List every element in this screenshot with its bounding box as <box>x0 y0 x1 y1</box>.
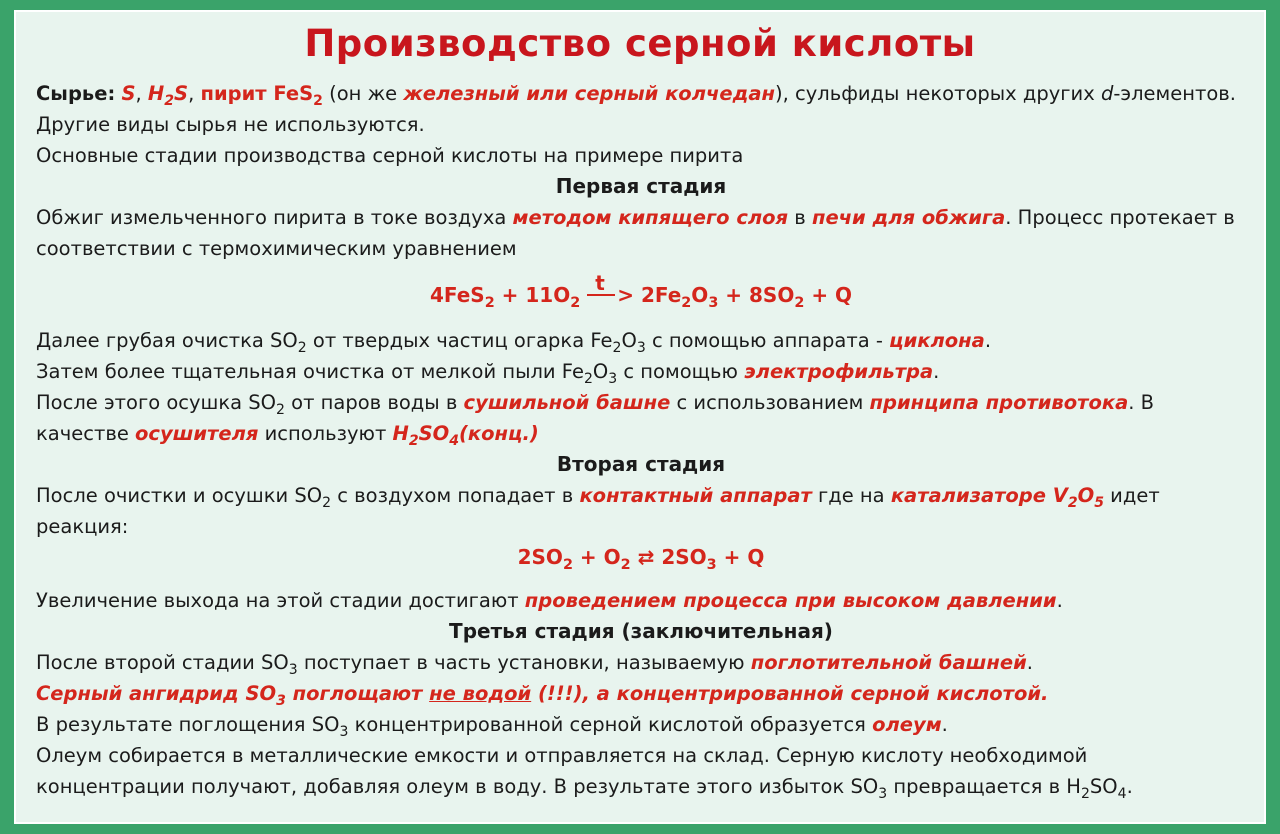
content <box>36 78 1246 802</box>
stage3-p3: В результате поглощения $SO_3$ концентрированной серной кислотой образуется олеум. <box>36 713 948 740</box>
stage1-p1: Обжиг измельченного пирита в токе воздуха методом кипящего слоя в печи для обжига. Процесс протекает в <box>36 206 1235 229</box>
stage2-p2: реакция: <box>36 515 129 538</box>
info-card <box>14 10 1266 824</box>
raw-aka: железный или серный колчедан <box>403 82 775 105</box>
stage1-p4: Затем более тщательная очистка от мелкой пыли $Fe_2O_3$ с помощью электрофильтра. <box>36 360 940 387</box>
raw-h2s: $H_2S$ <box>147 82 189 109</box>
raw-materials-line: Сырье: S, $H_2S$, пирит FeS$_2$ (он же железный или серный колчедан), сульфиды некоторых других d-элементов. <box>36 82 1236 109</box>
raw-label: Сырье: <box>36 82 116 105</box>
stage3-p4: Олеум собирается в металлические емкости и отправляется на склад. Серную кислоту необходимой <box>36 744 1088 767</box>
heat-arrow-icon: t <box>587 288 617 302</box>
stage2-p1: После очистки и осушки $SO_2$ с воздухом попадает в контактный аппарат где на катализаторе $V_2O_5$ идет <box>36 484 1160 511</box>
stage3-p2: Серный ангидрид $SO_3$ поглощают не водой (!!!), а концентрированной серной кислотой. <box>36 682 1049 709</box>
line-other: Другие виды сырья не используются. <box>36 113 425 136</box>
stage1-p2: соответствии с термохимическим уравнением <box>36 237 517 260</box>
line-main: Основные стадии производства серной кислоты на примере пирита <box>36 144 744 167</box>
stage1-p3: Далее грубая очистка $SO_2$ от твердых частиц огарка $Fe_2O_3$ с помощью аппарата - циклона. <box>36 329 992 356</box>
stage1-heading: Первая стадия <box>555 174 727 198</box>
stage1-p6: качестве осушителя используют $H_2SO_4(конц.)$ <box>36 422 539 449</box>
stage3-p1: После второй стадии $SO_3$ поступает в часть установки, называемую поглотительной башней. <box>36 651 1033 678</box>
stage2-heading: Вторая стадия <box>556 452 726 476</box>
raw-pyrite: пирит FeS$_2$ <box>200 82 323 109</box>
stage3-p5: концентрации получают, добавляя олеум в воду. В результате этого избыток $SO_3$ превращается в $H_2SO_4$. <box>36 775 1133 802</box>
page-title: Производство серной кислоты <box>304 22 976 65</box>
stage1-p5: После этого осушка $SO_2$ от паров воды в сушильной башне с использованием принципа противотока. В <box>36 391 1155 418</box>
stage2-equation: $2SO_2 + O_2$ ⇄ $2SO_3 + Q$ <box>517 545 765 573</box>
stage1-equation: $4FeS_2 + 11O_2$ t > $2Fe_2O_3 + 8SO_2 + Q$ <box>429 271 853 311</box>
equilibrium-arrow-icon: ⇄ <box>630 545 662 569</box>
stage2-p3: Увеличение выхода на этой стадии достигают проведением процесса при высоком давлении. <box>36 589 1063 612</box>
raw-s: S <box>121 82 136 105</box>
stage3-heading: Третья стадия (заключительная) <box>449 619 833 643</box>
